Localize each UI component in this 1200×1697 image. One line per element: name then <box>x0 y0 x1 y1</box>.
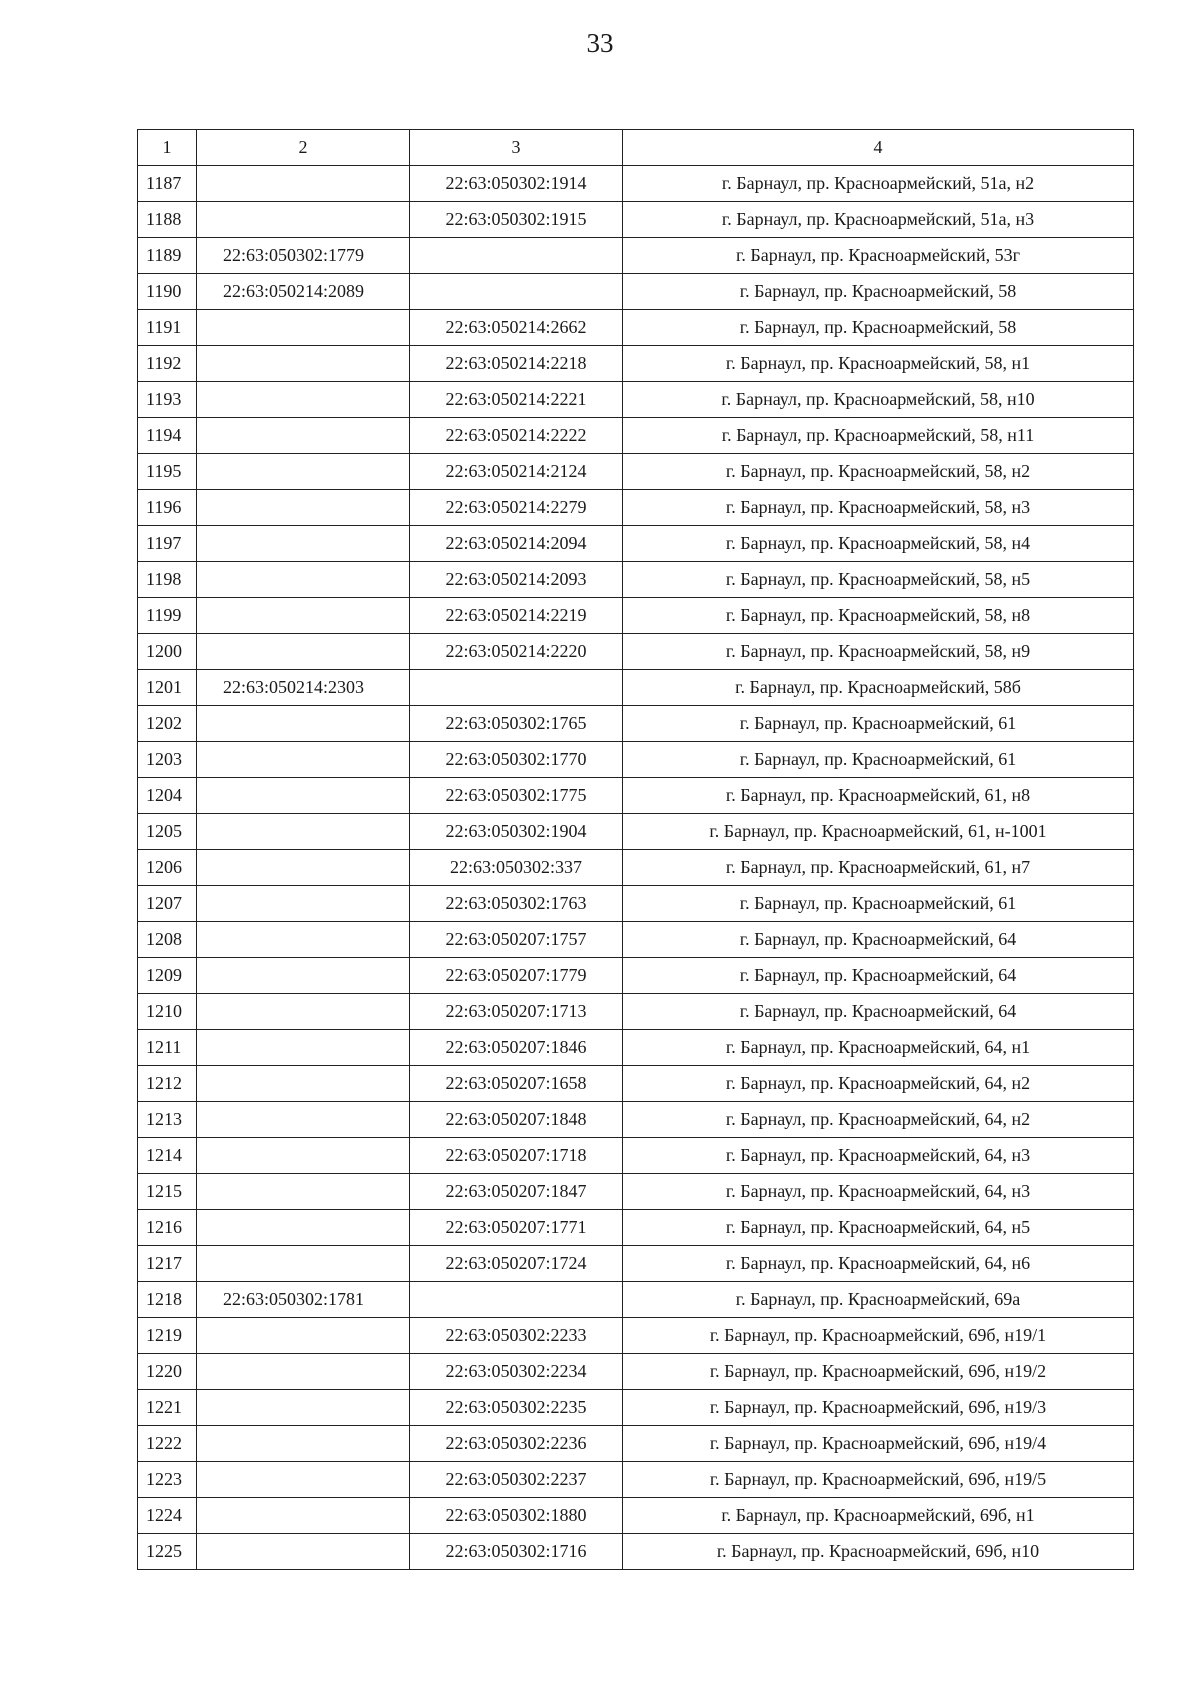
row-number: 1207 <box>138 886 197 922</box>
address: г. Барнаул, пр. Красноармейский, 58, н3 <box>623 490 1134 526</box>
cadastral-number-col3: 22:63:050207:1847 <box>410 1174 623 1210</box>
row-number: 1197 <box>138 526 197 562</box>
cadastral-number-col3: 22:63:050302:1765 <box>410 706 623 742</box>
table-row <box>138 1138 1134 1174</box>
table-row <box>138 490 1134 526</box>
cadastral-number-col2 <box>197 1534 410 1570</box>
table-row <box>138 1462 1134 1498</box>
row-number: 1210 <box>138 994 197 1030</box>
cadastral-number-col3: 22:63:050207:1718 <box>410 1138 623 1174</box>
row-number: 1221 <box>138 1390 197 1426</box>
table-row <box>138 670 1134 706</box>
address: г. Барнаул, пр. Красноармейский, 58, н4 <box>623 526 1134 562</box>
cadastral-number-col2 <box>197 742 410 778</box>
cadastral-number-col3: 22:63:050207:1771 <box>410 1210 623 1246</box>
cadastral-number-col3: 22:63:050207:1848 <box>410 1102 623 1138</box>
address: г. Барнаул, пр. Красноармейский, 69б, н10 <box>623 1534 1134 1570</box>
table-row <box>138 1246 1134 1282</box>
address: г. Барнаул, пр. Красноармейский, 61 <box>623 886 1134 922</box>
table-row <box>138 1066 1134 1102</box>
row-number: 1188 <box>138 202 197 238</box>
cadastral-number-col3 <box>410 1282 623 1318</box>
table-row <box>138 562 1134 598</box>
address: г. Барнаул, пр. Красноармейский, 58, н5 <box>623 562 1134 598</box>
address: г. Барнаул, пр. Красноармейский, 58, н1 <box>623 346 1134 382</box>
cadastral-number-col3 <box>410 670 623 706</box>
address: г. Барнаул, пр. Красноармейский, 64, н1 <box>623 1030 1134 1066</box>
table-row <box>138 526 1134 562</box>
table-row <box>138 1534 1134 1570</box>
table-row <box>138 1498 1134 1534</box>
table-row <box>138 850 1134 886</box>
cadastral-number-col2 <box>197 1066 410 1102</box>
address: г. Барнаул, пр. Красноармейский, 64 <box>623 958 1134 994</box>
row-number: 1224 <box>138 1498 197 1534</box>
address: г. Барнаул, пр. Красноармейский, 58, н9 <box>623 634 1134 670</box>
row-number: 1213 <box>138 1102 197 1138</box>
cadastral-number-col2: 22:63:050214:2303 <box>197 670 410 706</box>
table-row <box>138 418 1134 454</box>
table-row <box>138 778 1134 814</box>
row-number: 1202 <box>138 706 197 742</box>
address: г. Барнаул, пр. Красноармейский, 69б, н19/5 <box>623 1462 1134 1498</box>
row-number: 1209 <box>138 958 197 994</box>
cadastral-number-col3: 22:63:050302:1763 <box>410 886 623 922</box>
table-row <box>138 1354 1134 1390</box>
row-number: 1222 <box>138 1426 197 1462</box>
cadastral-number-col3: 22:63:050214:2221 <box>410 382 623 418</box>
address: г. Барнаул, пр. Красноармейский, 64 <box>623 994 1134 1030</box>
cadastral-number-col3: 22:63:050207:1713 <box>410 994 623 1030</box>
cadastral-number-col3: 22:63:050302:1775 <box>410 778 623 814</box>
row-number: 1216 <box>138 1210 197 1246</box>
cadastral-number-col2 <box>197 706 410 742</box>
row-number: 1193 <box>138 382 197 418</box>
cadastral-number-col3: 22:63:050302:337 <box>410 850 623 886</box>
cadastral-number-col3: 22:63:050207:1846 <box>410 1030 623 1066</box>
table-row <box>138 310 1134 346</box>
cadastral-number-col3: 22:63:050207:1658 <box>410 1066 623 1102</box>
row-number: 1208 <box>138 922 197 958</box>
row-number: 1212 <box>138 1066 197 1102</box>
header-col-2: 2 <box>197 130 410 166</box>
row-number: 1215 <box>138 1174 197 1210</box>
cadastral-number-col2 <box>197 346 410 382</box>
table-row <box>138 958 1134 994</box>
address: г. Барнаул, пр. Красноармейский, 53г <box>623 238 1134 274</box>
table-row <box>138 1390 1134 1426</box>
cadastral-number-col3: 22:63:050214:2093 <box>410 562 623 598</box>
table-row <box>138 238 1134 274</box>
row-number: 1225 <box>138 1534 197 1570</box>
address: г. Барнаул, пр. Красноармейский, 64, н3 <box>623 1138 1134 1174</box>
cadastral-number-col3: 22:63:050302:1770 <box>410 742 623 778</box>
row-number: 1206 <box>138 850 197 886</box>
cadastral-number-col2 <box>197 778 410 814</box>
cadastral-number-col2 <box>197 1462 410 1498</box>
cadastral-number-col3: 22:63:050302:1880 <box>410 1498 623 1534</box>
cadastral-number-col3: 22:63:050214:2279 <box>410 490 623 526</box>
cadastral-number-col3: 22:63:050214:2094 <box>410 526 623 562</box>
cadastral-number-col3: 22:63:050302:1716 <box>410 1534 623 1570</box>
cadastral-number-col3: 22:63:050207:1779 <box>410 958 623 994</box>
table-row <box>138 346 1134 382</box>
cadastral-number-col2 <box>197 1390 410 1426</box>
table-row <box>138 814 1134 850</box>
cadastral-number-col2 <box>197 1138 410 1174</box>
cadastral-number-col3: 22:63:050214:2124 <box>410 454 623 490</box>
cadastral-number-col2 <box>197 418 410 454</box>
cadastral-number-col3: 22:63:050214:2218 <box>410 346 623 382</box>
cadastral-number-col2 <box>197 1498 410 1534</box>
cadastral-number-col2 <box>197 814 410 850</box>
cadastral-number-col2 <box>197 1318 410 1354</box>
cadastral-number-col3: 22:63:050302:2234 <box>410 1354 623 1390</box>
header-row <box>138 130 1134 166</box>
cadastral-number-col2: 22:63:050302:1779 <box>197 238 410 274</box>
address: г. Барнаул, пр. Красноармейский, 58, н10 <box>623 382 1134 418</box>
table-row <box>138 454 1134 490</box>
cadastral-number-col2 <box>197 1246 410 1282</box>
address: г. Барнаул, пр. Красноармейский, 64 <box>623 922 1134 958</box>
address: г. Барнаул, пр. Красноармейский, 69б, н1 <box>623 1498 1134 1534</box>
table-row <box>138 742 1134 778</box>
cadastral-number-col3: 22:63:050302:1915 <box>410 202 623 238</box>
cadastral-number-col2 <box>197 634 410 670</box>
address: г. Барнаул, пр. Красноармейский, 58, н2 <box>623 454 1134 490</box>
cadastral-number-col2 <box>197 382 410 418</box>
row-number: 1195 <box>138 454 197 490</box>
table-row <box>138 1102 1134 1138</box>
cadastral-number-col2 <box>197 526 410 562</box>
address: г. Барнаул, пр. Красноармейский, 61, н-1001 <box>623 814 1134 850</box>
address: г. Барнаул, пр. Красноармейский, 69б, н19/3 <box>623 1390 1134 1426</box>
table-row <box>138 706 1134 742</box>
row-number: 1190 <box>138 274 197 310</box>
table-row <box>138 634 1134 670</box>
address: г. Барнаул, пр. Красноармейский, 64, н6 <box>623 1246 1134 1282</box>
address: г. Барнаул, пр. Красноармейский, 61, н7 <box>623 850 1134 886</box>
address: г. Барнаул, пр. Красноармейский, 69а <box>623 1282 1134 1318</box>
address: г. Барнаул, пр. Красноармейский, 58, н11 <box>623 418 1134 454</box>
row-number: 1204 <box>138 778 197 814</box>
row-number: 1201 <box>138 670 197 706</box>
row-number: 1194 <box>138 418 197 454</box>
address: г. Барнаул, пр. Красноармейский, 61 <box>623 706 1134 742</box>
table-body <box>138 166 1134 1570</box>
table-row <box>138 1426 1134 1462</box>
header-col-1: 1 <box>138 130 197 166</box>
cadastral-number-col2 <box>197 1354 410 1390</box>
address: г. Барнаул, пр. Красноармейский, 58, н8 <box>623 598 1134 634</box>
row-number: 1189 <box>138 238 197 274</box>
table-row <box>138 202 1134 238</box>
table-row <box>138 886 1134 922</box>
row-number: 1196 <box>138 490 197 526</box>
row-number: 1198 <box>138 562 197 598</box>
table-row <box>138 166 1134 202</box>
address: г. Барнаул, пр. Красноармейский, 58б <box>623 670 1134 706</box>
row-number: 1203 <box>138 742 197 778</box>
row-number: 1217 <box>138 1246 197 1282</box>
table-row <box>138 1282 1134 1318</box>
address: г. Барнаул, пр. Красноармейский, 69б, н19/4 <box>623 1426 1134 1462</box>
cadastral-number-col3: 22:63:050207:1757 <box>410 922 623 958</box>
cadastral-number-col2 <box>197 562 410 598</box>
address: г. Барнаул, пр. Красноармейский, 51а, н2 <box>623 166 1134 202</box>
cadastral-number-col2 <box>197 958 410 994</box>
address: г. Барнаул, пр. Красноармейский, 64, н3 <box>623 1174 1134 1210</box>
address: г. Барнаул, пр. Красноармейский, 51а, н3 <box>623 202 1134 238</box>
cadastral-number-col3 <box>410 238 623 274</box>
row-number: 1192 <box>138 346 197 382</box>
table-row <box>138 274 1134 310</box>
cadastral-number-col2 <box>197 202 410 238</box>
address: г. Барнаул, пр. Красноармейский, 64, н5 <box>623 1210 1134 1246</box>
cadastral-number-col3: 22:63:050302:2235 <box>410 1390 623 1426</box>
cadastral-number-col2 <box>197 1210 410 1246</box>
cadastral-number-col2 <box>197 1426 410 1462</box>
page-number: 33 <box>586 28 614 58</box>
cadastral-number-col3: 22:63:050207:1724 <box>410 1246 623 1282</box>
table-row <box>138 1174 1134 1210</box>
table-row <box>138 598 1134 634</box>
address: г. Барнаул, пр. Красноармейский, 69б, н19/1 <box>623 1318 1134 1354</box>
cadastral-number-col2 <box>197 598 410 634</box>
cadastral-number-col3: 22:63:050302:1914 <box>410 166 623 202</box>
address: г. Барнаул, пр. Красноармейский, 58 <box>623 310 1134 346</box>
cadastral-number-col3: 22:63:050302:1904 <box>410 814 623 850</box>
cadastral-number-col2 <box>197 994 410 1030</box>
address: г. Барнаул, пр. Красноармейский, 61 <box>623 742 1134 778</box>
cadastral-number-col2: 22:63:050302:1781 <box>197 1282 410 1318</box>
header-col-3: 3 <box>410 130 623 166</box>
cadastral-number-col3 <box>410 274 623 310</box>
row-number: 1214 <box>138 1138 197 1174</box>
cadastral-number-col2 <box>197 490 410 526</box>
table-row <box>138 994 1134 1030</box>
cadastral-number-col3: 22:63:050302:2236 <box>410 1426 623 1462</box>
row-number: 1191 <box>138 310 197 346</box>
row-number: 1205 <box>138 814 197 850</box>
cadastral-number-col2 <box>197 1030 410 1066</box>
cadastral-number-col3: 22:63:050214:2220 <box>410 634 623 670</box>
cadastral-number-col2 <box>197 1102 410 1138</box>
row-number: 1220 <box>138 1354 197 1390</box>
table-header <box>138 130 1134 166</box>
row-number: 1223 <box>138 1462 197 1498</box>
row-number: 1211 <box>138 1030 197 1066</box>
cadastral-number-col2 <box>197 454 410 490</box>
header-col-4: 4 <box>623 130 1134 166</box>
row-number: 1219 <box>138 1318 197 1354</box>
cadastral-number-col3: 22:63:050302:2233 <box>410 1318 623 1354</box>
row-number: 1218 <box>138 1282 197 1318</box>
address: г. Барнаул, пр. Красноармейский, 58 <box>623 274 1134 310</box>
table-row <box>138 922 1134 958</box>
row-number: 1199 <box>138 598 197 634</box>
address: г. Барнаул, пр. Красноармейский, 61, н8 <box>623 778 1134 814</box>
row-number: 1187 <box>138 166 197 202</box>
row-number: 1200 <box>138 634 197 670</box>
table-row <box>138 1030 1134 1066</box>
cadastral-number-col3: 22:63:050214:2662 <box>410 310 623 346</box>
registry-table <box>137 129 1134 1570</box>
address: г. Барнаул, пр. Красноармейский, 64, н2 <box>623 1102 1134 1138</box>
address: г. Барнаул, пр. Красноармейский, 64, н2 <box>623 1066 1134 1102</box>
cadastral-number-col2 <box>197 166 410 202</box>
address: г. Барнаул, пр. Красноармейский, 69б, н19/2 <box>623 1354 1134 1390</box>
cadastral-number-col3: 22:63:050214:2219 <box>410 598 623 634</box>
cadastral-number-col2: 22:63:050214:2089 <box>197 274 410 310</box>
cadastral-number-col2 <box>197 1174 410 1210</box>
cadastral-number-col2 <box>197 886 410 922</box>
cadastral-number-col3: 22:63:050302:2237 <box>410 1462 623 1498</box>
cadastral-number-col2 <box>197 310 410 346</box>
table-row <box>138 1318 1134 1354</box>
cadastral-number-col2 <box>197 922 410 958</box>
cadastral-number-col3: 22:63:050214:2222 <box>410 418 623 454</box>
table-row <box>138 1210 1134 1246</box>
table-row <box>138 382 1134 418</box>
cadastral-number-col2 <box>197 850 410 886</box>
